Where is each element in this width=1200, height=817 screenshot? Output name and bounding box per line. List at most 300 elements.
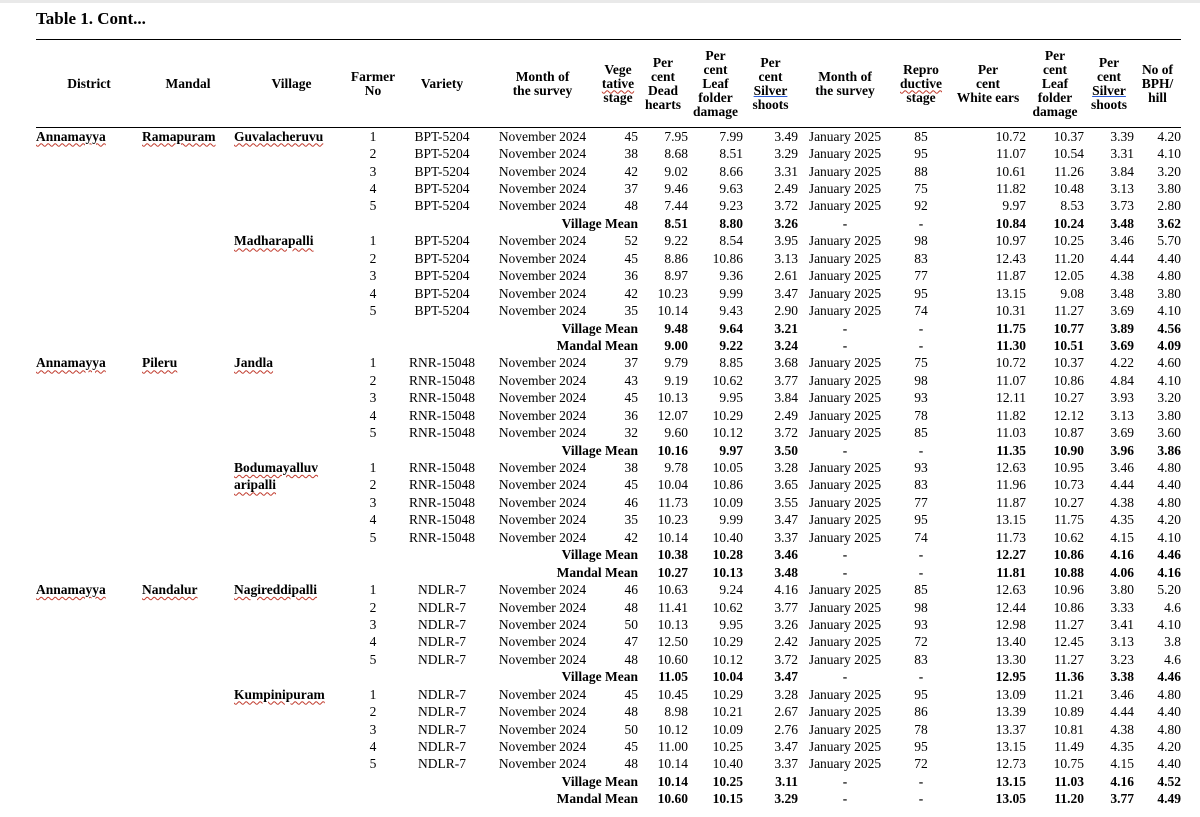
value-cell-text: RNR-15048 [408, 477, 475, 493]
value-cell-text: 3.77 [774, 372, 798, 388]
mean-label-text: Village Mean [561, 215, 638, 231]
value-cell-text: January 2025 [808, 529, 882, 545]
mean-value-cell-text: 11.20 [1054, 791, 1084, 807]
value-cell-text: November 2024 [498, 529, 587, 545]
mean-value-cell-text: 3.38 [1110, 669, 1134, 685]
empty-cell [234, 547, 349, 564]
value-cell [798, 651, 892, 668]
value-cell [798, 703, 892, 720]
value-cell [1134, 703, 1181, 720]
mean-value-cell [950, 791, 1026, 808]
value-cell-text: 4.44 [1110, 704, 1134, 720]
value-cell [397, 756, 487, 773]
value-cell [638, 390, 688, 407]
value-cell [798, 477, 892, 494]
value-cell [349, 302, 397, 319]
value-cell [397, 703, 487, 720]
value-cell-text: 10.09 [712, 494, 743, 510]
mean-value-cell [1134, 337, 1181, 354]
value-cell-text: 9.63 [719, 181, 743, 197]
mean-value-cell-text: 9.97 [719, 442, 743, 458]
value-cell-text: 3 [369, 721, 377, 737]
village-cell [234, 721, 349, 738]
mean-value-cell-text: 3.48 [1110, 215, 1134, 231]
mean-value-cell [950, 564, 1026, 581]
value-cell [638, 145, 688, 162]
district-cell [36, 599, 142, 616]
value-cell-text: BPT-5204 [414, 250, 470, 266]
value-cell-text: 50 [624, 616, 638, 632]
mean-value-cell [743, 547, 798, 564]
value-cell [950, 424, 1026, 441]
value-cell-text: 3.80 [1157, 407, 1181, 423]
value-cell [798, 355, 892, 372]
value-cell-text: 3.73 [1110, 198, 1134, 214]
district-cell [36, 581, 142, 598]
value-cell [1134, 198, 1181, 215]
value-cell [688, 529, 743, 546]
value-cell [598, 686, 638, 703]
value-cell [743, 651, 798, 668]
value-cell-text: 3.60 [1157, 425, 1181, 441]
value-cell-text: 95 [914, 512, 928, 528]
value-cell [1134, 250, 1181, 267]
value-cell-text: 43 [624, 372, 638, 388]
mean-value-cell-text: - [842, 773, 848, 789]
table-row [36, 721, 1181, 738]
value-cell-text: 10.63 [657, 582, 688, 598]
value-cell [349, 233, 397, 250]
value-cell-text: 3.20 [1157, 163, 1181, 179]
value-cell-text: 11.75 [1054, 512, 1084, 528]
value-cell-text: 3 [369, 616, 377, 632]
value-cell [598, 285, 638, 302]
mean-value-cell [743, 320, 798, 337]
value-cell [1026, 686, 1084, 703]
mean-value-cell [743, 215, 798, 232]
value-cell-text: 45 [624, 739, 638, 755]
mean-row [36, 547, 1181, 564]
mandal-cell [142, 302, 234, 319]
value-cell-text: 12.50 [657, 634, 688, 650]
value-cell-text: 4.20 [1157, 512, 1181, 528]
value-cell [397, 233, 487, 250]
value-cell-text: 92 [914, 198, 928, 214]
value-cell-text: 3.93 [1110, 390, 1134, 406]
value-cell [349, 599, 397, 616]
value-cell [688, 721, 743, 738]
value-cell-text: BPT-5204 [414, 128, 470, 144]
value-cell [638, 512, 688, 529]
value-cell [397, 634, 487, 651]
value-cell [349, 128, 397, 146]
value-cell-text: 4.10 [1157, 372, 1181, 388]
value-cell [743, 128, 798, 146]
value-cell-text: 75 [914, 355, 928, 371]
value-cell [1026, 459, 1084, 476]
value-cell-text: NDLR-7 [418, 721, 466, 737]
header-silver-shoots-1: Per cent Silver shoots [743, 40, 798, 128]
value-cell-text: 10.45 [657, 686, 688, 702]
value-cell [688, 233, 743, 250]
value-cell-text: January 2025 [808, 198, 882, 214]
value-cell [349, 268, 397, 285]
mean-value-cell [892, 669, 950, 686]
mandal-cell [142, 128, 234, 146]
value-cell-text: 3.84 [1110, 163, 1134, 179]
value-cell [1084, 250, 1134, 267]
mean-value-cell [743, 773, 798, 790]
mean-value-cell-text: 3.96 [1110, 442, 1134, 458]
value-cell [1134, 756, 1181, 773]
value-cell-text: 10.87 [1053, 425, 1084, 441]
value-cell-text: 4.60 [1157, 355, 1181, 371]
value-cell-text: 83 [914, 250, 928, 266]
value-cell [1134, 233, 1181, 250]
value-cell-text: 12.05 [1053, 268, 1084, 284]
value-cell-text: 4.15 [1110, 756, 1134, 772]
value-cell [487, 703, 598, 720]
value-cell [950, 703, 1026, 720]
table-row [36, 616, 1181, 633]
value-cell-text: January 2025 [808, 390, 882, 406]
value-cell [1026, 250, 1084, 267]
value-cell [1084, 180, 1134, 197]
value-cell [743, 529, 798, 546]
value-cell-text: 4.15 [1110, 529, 1134, 545]
mandal-cell [142, 477, 234, 494]
empty-cell [142, 337, 234, 354]
value-cell-text: 48 [624, 651, 638, 667]
value-cell-text: 4.16 [774, 582, 798, 598]
mean-value-cell [638, 442, 688, 459]
district-cell [36, 686, 142, 703]
value-cell [743, 581, 798, 598]
value-cell-text: 10.62 [1053, 529, 1084, 545]
value-cell-text: 2 [369, 146, 377, 162]
value-cell-text: 7.95 [664, 128, 688, 144]
value-cell-text: November 2024 [498, 198, 587, 214]
value-cell-text: 9.99 [719, 285, 743, 301]
value-cell-text: January 2025 [808, 425, 882, 441]
mandal-cell [142, 459, 234, 476]
mean-value-cell [950, 773, 1026, 790]
mean-label-text: Village Mean [561, 547, 638, 563]
value-cell [743, 634, 798, 651]
value-cell [397, 198, 487, 215]
mean-value-cell-text: 3.69 [1110, 337, 1134, 353]
mandal-cell [142, 529, 234, 546]
mean-label-text: Village Mean [561, 320, 638, 336]
mean-value-cell-text: 10.38 [657, 547, 688, 563]
value-cell-text: November 2024 [498, 372, 587, 388]
mean-value-cell-text: - [918, 773, 924, 789]
value-cell [688, 703, 743, 720]
value-cell-text: 1 [369, 355, 377, 371]
table-row [36, 233, 1181, 250]
value-cell [743, 459, 798, 476]
value-cell [688, 512, 743, 529]
table-row [36, 145, 1181, 162]
mean-value-cell [638, 320, 688, 337]
value-cell [950, 651, 1026, 668]
value-cell-text: November 2024 [498, 181, 587, 197]
value-cell [743, 721, 798, 738]
value-cell [487, 686, 598, 703]
value-cell-text: 45 [624, 390, 638, 406]
village-cell [234, 477, 349, 494]
value-cell-text: 3.29 [774, 146, 798, 162]
mean-value-cell [950, 320, 1026, 337]
value-cell [1134, 180, 1181, 197]
value-cell [1026, 494, 1084, 511]
value-cell-text: 5 [369, 651, 377, 667]
value-cell [1084, 372, 1134, 389]
value-cell [487, 581, 598, 598]
value-cell [598, 390, 638, 407]
value-cell-text: BPT-5204 [414, 146, 470, 162]
value-cell-text: 95 [914, 146, 928, 162]
value-cell [349, 355, 397, 372]
mean-value-cell [1026, 564, 1084, 581]
value-cell-text: 10.73 [1053, 477, 1084, 493]
mean-value-cell-text: 3.50 [774, 442, 798, 458]
mean-value-cell [688, 547, 743, 564]
value-cell [1026, 756, 1084, 773]
value-cell-text: 4.44 [1110, 477, 1134, 493]
mean-value-cell-text: - [918, 320, 924, 336]
value-cell [892, 268, 950, 285]
value-cell-text: 10.40 [712, 756, 743, 772]
value-cell [798, 268, 892, 285]
mean-value-cell [798, 564, 892, 581]
value-cell [798, 424, 892, 441]
value-cell-text: 37 [624, 355, 638, 371]
value-cell [950, 459, 1026, 476]
district-cell [36, 703, 142, 720]
value-cell [743, 756, 798, 773]
value-cell [950, 756, 1026, 773]
value-cell-text: 5 [369, 529, 377, 545]
district-cell [36, 424, 142, 441]
value-cell-text: January 2025 [808, 268, 882, 284]
mean-label-text: Village Mean [561, 773, 638, 789]
mean-value-cell-text: - [842, 320, 848, 336]
value-cell [349, 581, 397, 598]
empty-cell [234, 442, 349, 459]
value-cell-text: 42 [624, 285, 638, 301]
value-cell [397, 616, 487, 633]
value-cell-text: 11.49 [1054, 739, 1084, 755]
mean-value-cell-text: - [842, 564, 848, 580]
value-cell-text: 11.27 [1054, 651, 1084, 667]
mandal-cell [142, 738, 234, 755]
value-cell [798, 302, 892, 319]
mandal-cell [142, 407, 234, 424]
value-cell [397, 599, 487, 616]
empty-cell [142, 564, 234, 581]
mean-value-cell-text: 8.80 [719, 215, 743, 231]
value-cell-text: 11.26 [1054, 163, 1084, 179]
value-cell-text: November 2024 [498, 268, 587, 284]
value-cell [598, 302, 638, 319]
mean-value-cell [798, 773, 892, 790]
empty-cell [142, 669, 234, 686]
village-cell [234, 424, 349, 441]
value-cell-text: 8.54 [719, 233, 743, 249]
value-cell [950, 285, 1026, 302]
value-cell [397, 512, 487, 529]
empty-cell [234, 791, 349, 808]
value-cell-text: 12.44 [995, 599, 1026, 615]
value-cell [688, 616, 743, 633]
value-cell [798, 198, 892, 215]
mean-value-cell [1134, 791, 1181, 808]
value-cell-text: BPT-5204 [414, 233, 470, 249]
value-cell-text: 1 [369, 460, 377, 476]
value-cell [743, 494, 798, 511]
table-title: Table 1. Cont... [36, 9, 146, 28]
district-cell [36, 651, 142, 668]
value-cell-text: 3.26 [774, 616, 798, 632]
mean-value-cell-text: 10.88 [1053, 564, 1084, 580]
village-cell [234, 233, 349, 250]
value-cell [349, 703, 397, 720]
value-cell [892, 285, 950, 302]
value-cell-text: 13.40 [995, 634, 1026, 650]
value-cell [892, 198, 950, 215]
mean-value-cell [892, 215, 950, 232]
value-cell-text: 10.86 [712, 477, 743, 493]
header-silver-shoots-2: Per cent Silver shoots [1084, 40, 1134, 128]
value-cell-text: January 2025 [808, 372, 882, 388]
value-cell [1134, 459, 1181, 476]
table-row [36, 285, 1181, 302]
village-cell [234, 128, 349, 146]
value-cell [950, 581, 1026, 598]
value-cell-text: 9.97 [1002, 198, 1026, 214]
value-cell-text: 93 [914, 460, 928, 476]
mean-value-cell-text: 3.11 [775, 773, 798, 789]
mean-value-cell-text: 10.90 [1053, 442, 1084, 458]
district-cell [36, 180, 142, 197]
value-cell-text: 12.11 [996, 390, 1026, 406]
value-cell-text: 13.15 [995, 512, 1026, 528]
mean-value-cell [1026, 337, 1084, 354]
value-cell-text: 9.46 [664, 181, 688, 197]
value-cell [1084, 756, 1134, 773]
value-cell-text: BPT-5204 [414, 181, 470, 197]
value-cell-text: 4.6 [1164, 599, 1181, 615]
value-cell [598, 163, 638, 180]
value-cell [598, 721, 638, 738]
value-cell [743, 512, 798, 529]
value-cell-text: 2.49 [774, 407, 798, 423]
value-cell [798, 285, 892, 302]
value-cell-text: 11.27 [1054, 303, 1084, 319]
value-cell-text: 9.24 [719, 582, 743, 598]
value-cell [1026, 651, 1084, 668]
value-cell [487, 145, 598, 162]
value-cell-text: 3.47 [774, 285, 798, 301]
mean-value-cell [1084, 547, 1134, 564]
value-cell-text: 2 [369, 704, 377, 720]
value-cell-text: November 2024 [498, 477, 587, 493]
district-cell [36, 721, 142, 738]
value-cell-text: January 2025 [808, 163, 882, 179]
value-cell-text: 11.21 [1054, 686, 1084, 702]
district-cell [36, 459, 142, 476]
header-vegetative-stage: Vege tative stage [598, 40, 638, 128]
value-cell-text: 3.80 [1157, 285, 1181, 301]
mandal-cell-text: Nandalur [142, 582, 198, 598]
value-cell [1026, 721, 1084, 738]
value-cell-text: November 2024 [498, 233, 587, 249]
value-cell-text: 98 [914, 372, 928, 388]
mean-value-cell-text: 10.27 [657, 564, 688, 580]
district-cell-text: Annamayya [36, 128, 106, 144]
mean-value-cell [1084, 215, 1134, 232]
village-cell [234, 407, 349, 424]
value-cell-text: 4.80 [1157, 494, 1181, 510]
mean-value-cell-text: 10.15 [712, 791, 743, 807]
mean-value-cell-text: 3.48 [774, 564, 798, 580]
value-cell [349, 459, 397, 476]
mean-value-cell [798, 337, 892, 354]
value-cell [950, 163, 1026, 180]
mean-value-cell [892, 547, 950, 564]
value-cell [1084, 407, 1134, 424]
value-cell-text: November 2024 [498, 407, 587, 423]
value-cell-text: 35 [624, 303, 638, 319]
value-cell [1084, 459, 1134, 476]
mandal-cell-text: Pileru [142, 355, 178, 371]
value-cell [638, 738, 688, 755]
empty-cell [234, 320, 349, 337]
value-cell-text: November 2024 [498, 704, 587, 720]
value-cell-text: 7.99 [719, 128, 743, 144]
value-cell [487, 390, 598, 407]
header-month-survey-1: Month of the survey [487, 40, 598, 128]
value-cell-text: 11.73 [996, 529, 1026, 545]
value-cell-text: 4.38 [1110, 721, 1134, 737]
value-cell [1134, 268, 1181, 285]
mean-value-cell [1026, 215, 1084, 232]
district-cell [36, 268, 142, 285]
value-cell-text: 11.20 [1054, 250, 1084, 266]
value-cell [638, 634, 688, 651]
value-cell-text: 36 [624, 407, 638, 423]
value-cell [743, 268, 798, 285]
mean-value-cell [950, 442, 1026, 459]
mean-value-cell [1084, 773, 1134, 790]
mean-value-cell-text: 10.77 [1053, 320, 1084, 336]
value-cell-text: 3.47 [774, 512, 798, 528]
value-cell-text: 3.37 [774, 756, 798, 772]
value-cell [798, 372, 892, 389]
mean-value-cell-text: - [918, 791, 924, 807]
value-cell [688, 128, 743, 146]
value-cell-text: 74 [914, 303, 928, 319]
mean-value-cell-text: 12.27 [995, 547, 1026, 563]
value-cell [892, 372, 950, 389]
value-cell-text: 3.46 [1110, 460, 1134, 476]
value-cell [598, 145, 638, 162]
mean-value-cell [950, 337, 1026, 354]
value-cell-text: 10.72 [995, 128, 1026, 144]
value-cell-text: NDLR-7 [418, 599, 466, 615]
value-cell-text: 48 [624, 704, 638, 720]
